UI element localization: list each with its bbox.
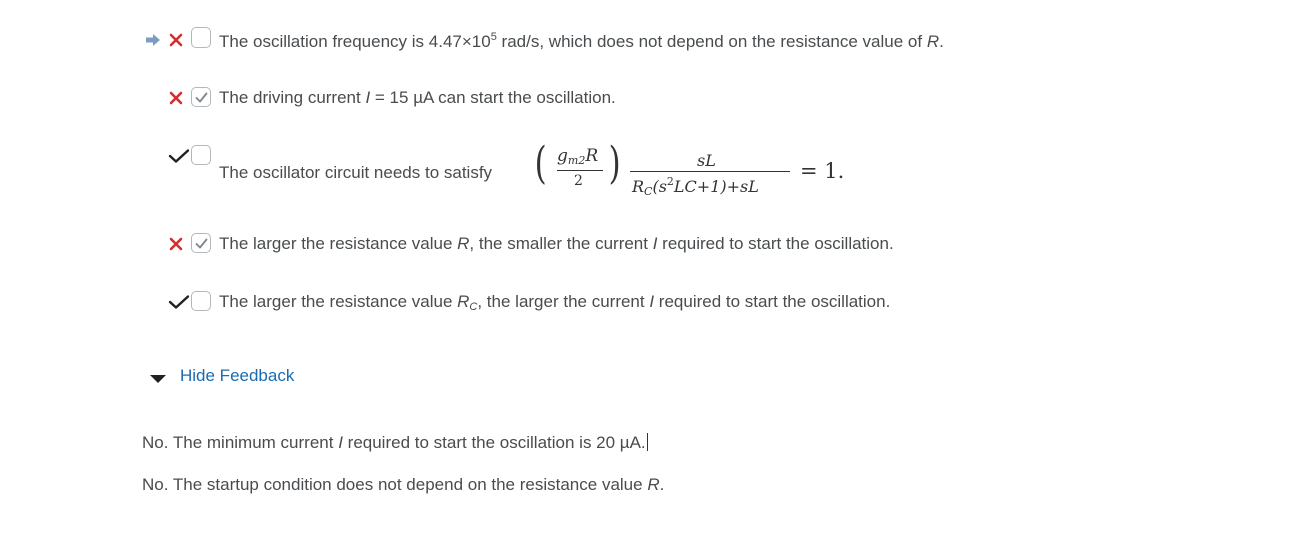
rhs-numerator: sL	[697, 151, 716, 170]
option-1-checkbox[interactable]	[191, 27, 211, 48]
feedback-line-2: No. The startup condition does not depend on the resistance value R.	[142, 475, 665, 494]
lhs-fraction-bar	[557, 170, 603, 171]
x-icon	[168, 90, 184, 106]
arrow-right-icon	[145, 33, 161, 47]
option-5-checkbox[interactable]	[191, 291, 211, 311]
option-2-label: The driving current I = 15 µA can start the oscillation.	[219, 88, 616, 107]
option-2-checkbox[interactable]	[191, 87, 211, 107]
left-paren: (	[534, 138, 547, 189]
option-1-label: The oscillation frequency is $4.47\times 10^5$ rad/s, which does not depend on the resistance value of R.	[219, 31, 944, 51]
x-icon	[168, 32, 184, 48]
equals-one: = 1.	[800, 159, 845, 183]
hide-feedback-link[interactable]: Hide Feedback	[180, 366, 295, 385]
check-icon	[168, 148, 190, 164]
triangle-down-icon[interactable]	[149, 374, 167, 384]
text-cursor	[647, 433, 648, 451]
right-paren: )	[608, 138, 621, 189]
lhs-numerator: $g_{m2}R$	[557, 146, 599, 167]
feedback-line-1: No. The minimum current I required to start the oscillation is 20 µA.	[142, 433, 646, 452]
check-icon	[195, 237, 208, 250]
option-5-label: The larger the resistance value $R_C$, the larger the current I required to start the oscillation.	[219, 292, 891, 313]
option-3-label: The oscillator circuit needs to satisfy	[219, 163, 493, 182]
option-4-checkbox[interactable]	[191, 233, 211, 253]
x-icon	[168, 236, 184, 252]
rhs-denominator: $R_C(s^2LC+1)+sL$	[632, 175, 759, 198]
lhs-denominator: 2	[574, 173, 583, 189]
option-3-checkbox[interactable]	[191, 145, 211, 165]
option-4-label: The larger the resistance value R, the smaller the current I required to start the oscillation.	[219, 234, 894, 253]
check-icon	[168, 294, 190, 310]
check-icon	[195, 91, 208, 104]
rhs-fraction-bar	[630, 171, 790, 172]
